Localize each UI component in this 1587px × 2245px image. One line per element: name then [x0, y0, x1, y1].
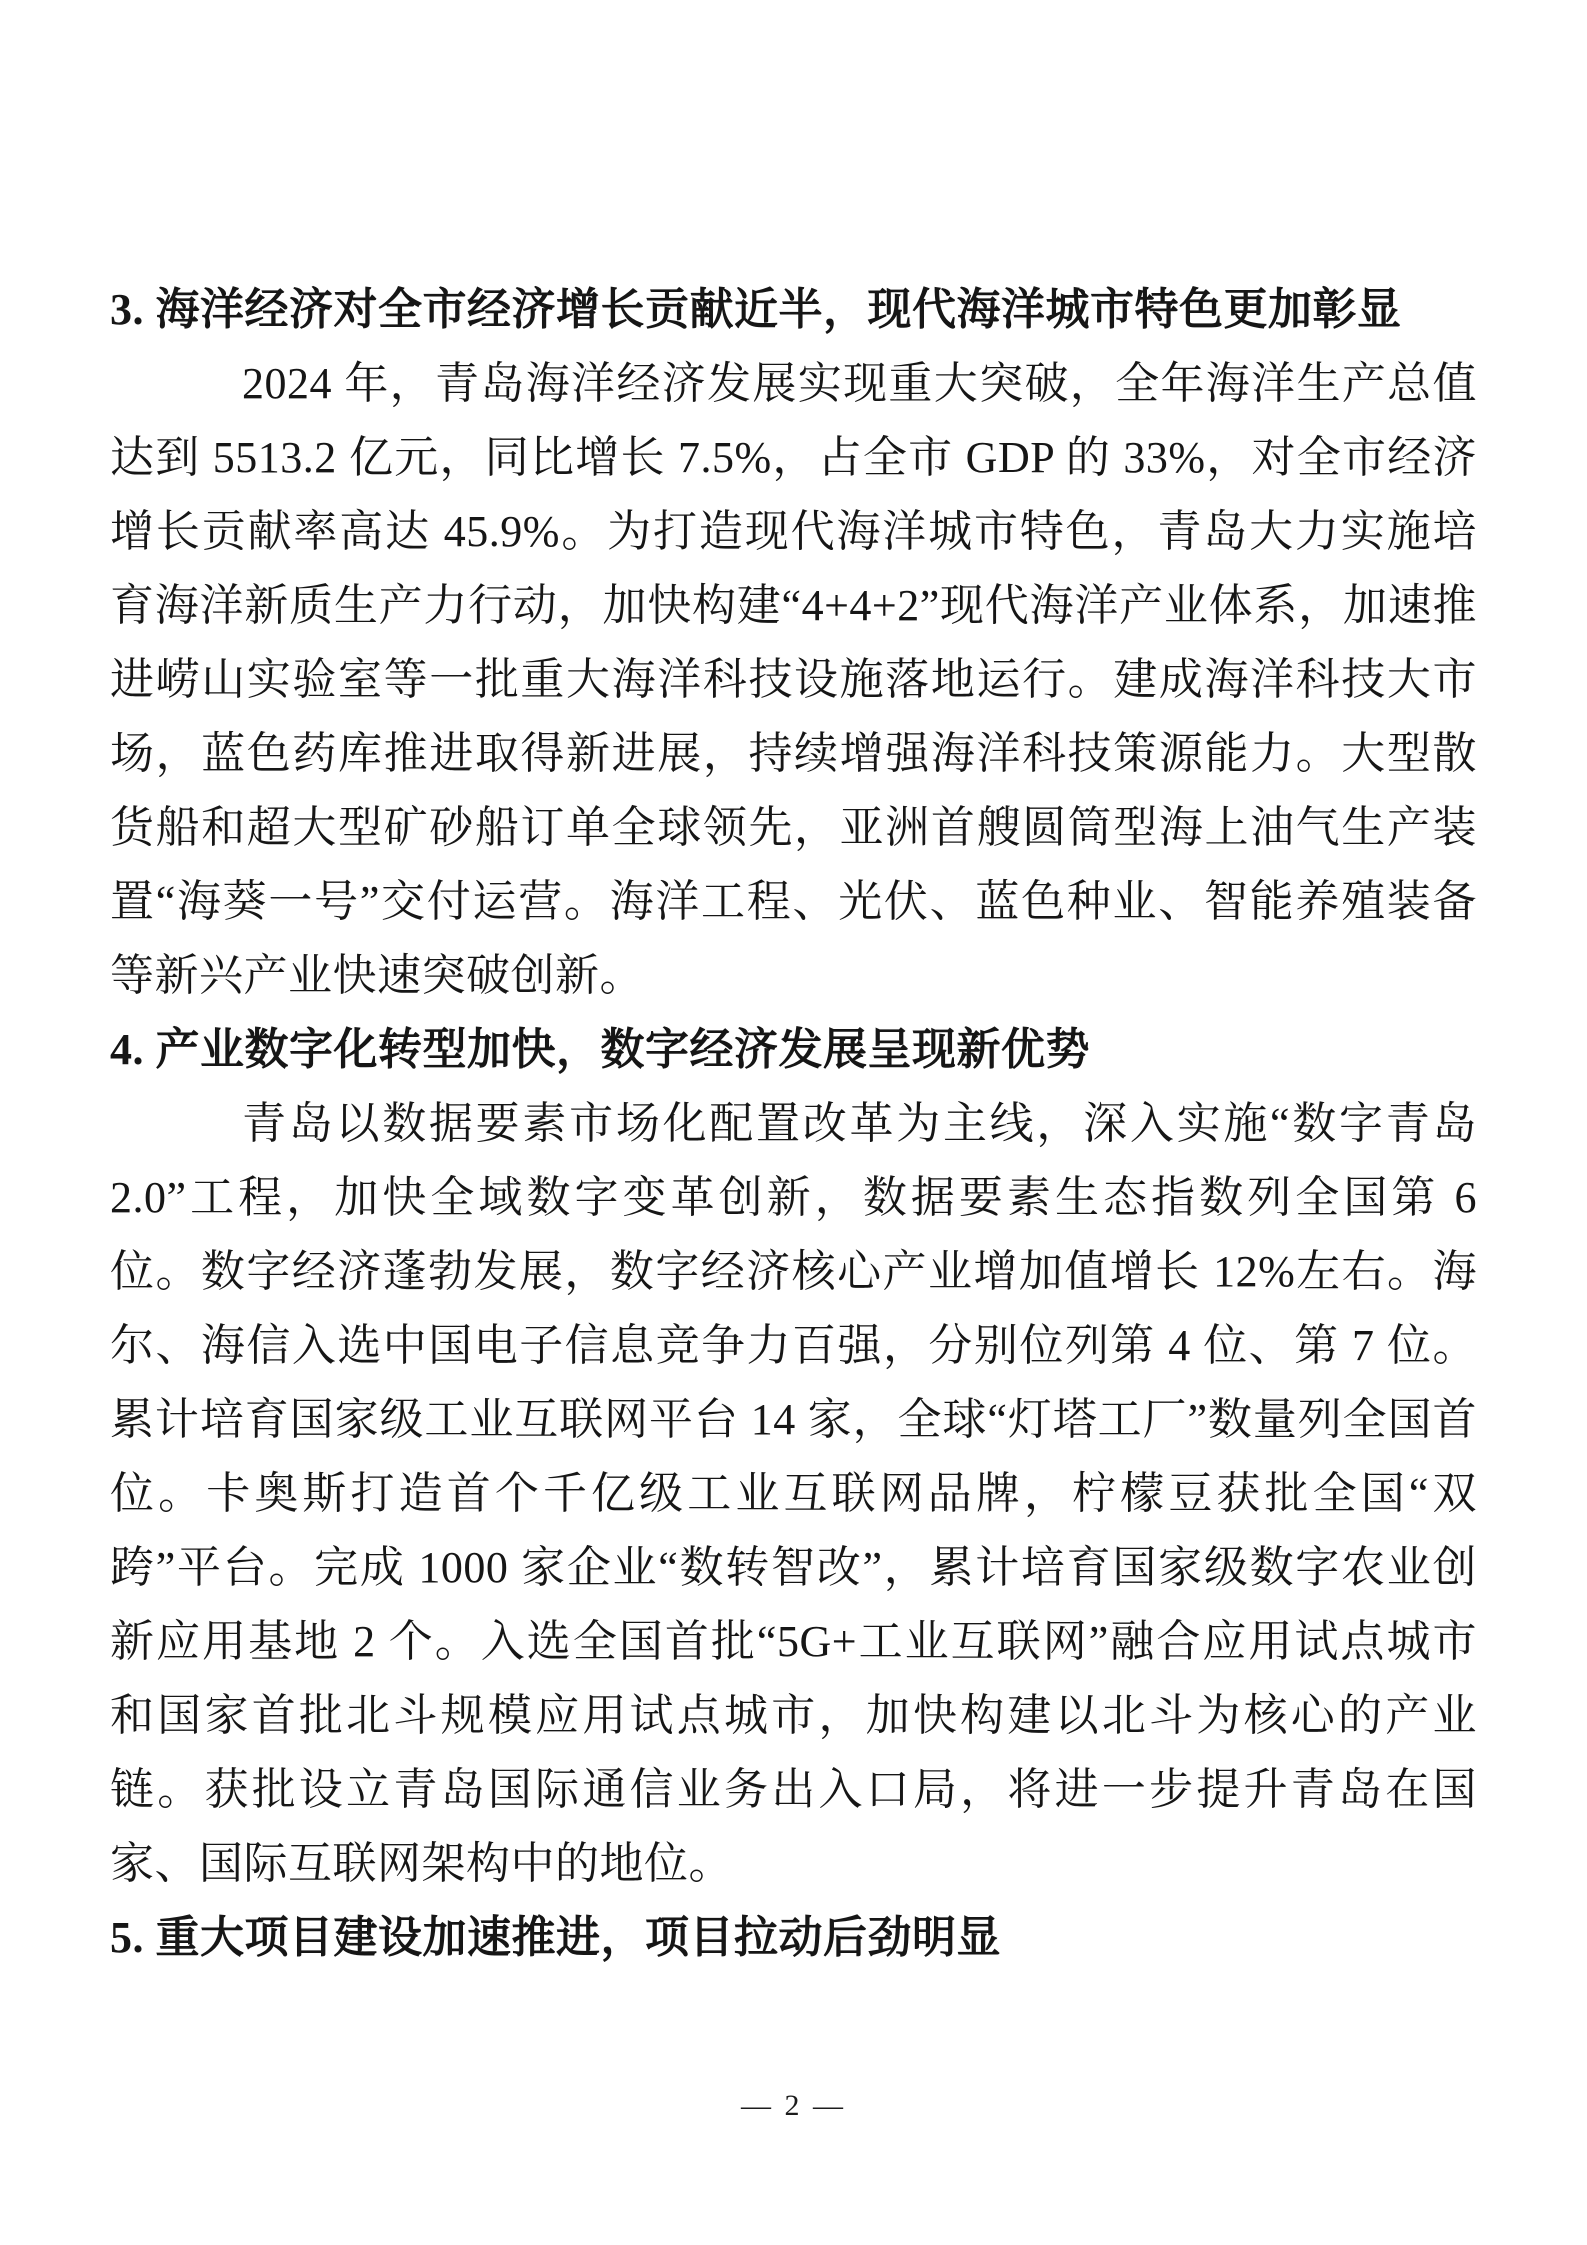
document-body: [110, 273, 1477, 1975]
section-heading: 3. 海洋经济对全市经济增长贡献近半，现代海洋城市特色更加彰显: [110, 285, 1402, 334]
section-heading: 4. 产业数字化转型加快，数字经济发展呈现新优势: [110, 1025, 1090, 1074]
body-paragraph: 青岛以数据要素市场化配置改革为主线，深入实施“数字青岛 2.0”工程，加快全域数字变革创新，数据要素生态指数列全国第 6 位。数字经济蓬勃发展，数字经济核心产业增加值增长 12%左右。海尔、海信入选中国电子信息竞争力百强，分别位列第 4 位、第 7 位。累计培育国家级工业互联网平台 14 家，全球“灯塔工厂”数量列全国首位。卡奥斯打造首个千亿级工业互联网品牌，柠檬豆获批全国“双跨”平台。完成 1000 家企业“数转智改”，累计培育国家级数字农业创新应用基地 2 个。入选全国首批“5G+工业互联网”融合应用试点城市和国家首批北斗规模应用试点城市，加快构建以北斗为核心的产业链。获批设立青岛国际通信业务出入口局，将进一步提升青岛在国家、国际互联网架构中的地位。: [110, 1099, 1477, 1888]
page-number: — 2 —: [741, 2089, 846, 2122]
section-heading: 5. 重大项目建设加速推进，项目拉动后劲明显: [110, 1913, 1001, 1962]
body-paragraph: 2024 年，青岛海洋经济发展实现重大突破，全年海洋生产总值达到 5513.2 亿元，同比增长 7.5%，占全市 GDP 的 33%，对全市经济增长贡献率高达 45.9%。为打造现代海洋城市特色，青岛大力实施培育海洋新质生产力行动，加快构建“4+4+2”现代海洋产业体系，加速推进崂山实验室等一批重大海洋科技设施落地运行。建成海洋科技大市场，蓝色药库推进取得新进展，持续增强海洋科技策源能力。大型散货船和超大型矿砂船订单全球领先，亚洲首艘圆筒型海上油气生产装置“海葵一号”交付运营。海洋工程、光伏、蓝色种业、智能养殖装备等新兴产业快速突破创新。: [110, 359, 1477, 1000]
